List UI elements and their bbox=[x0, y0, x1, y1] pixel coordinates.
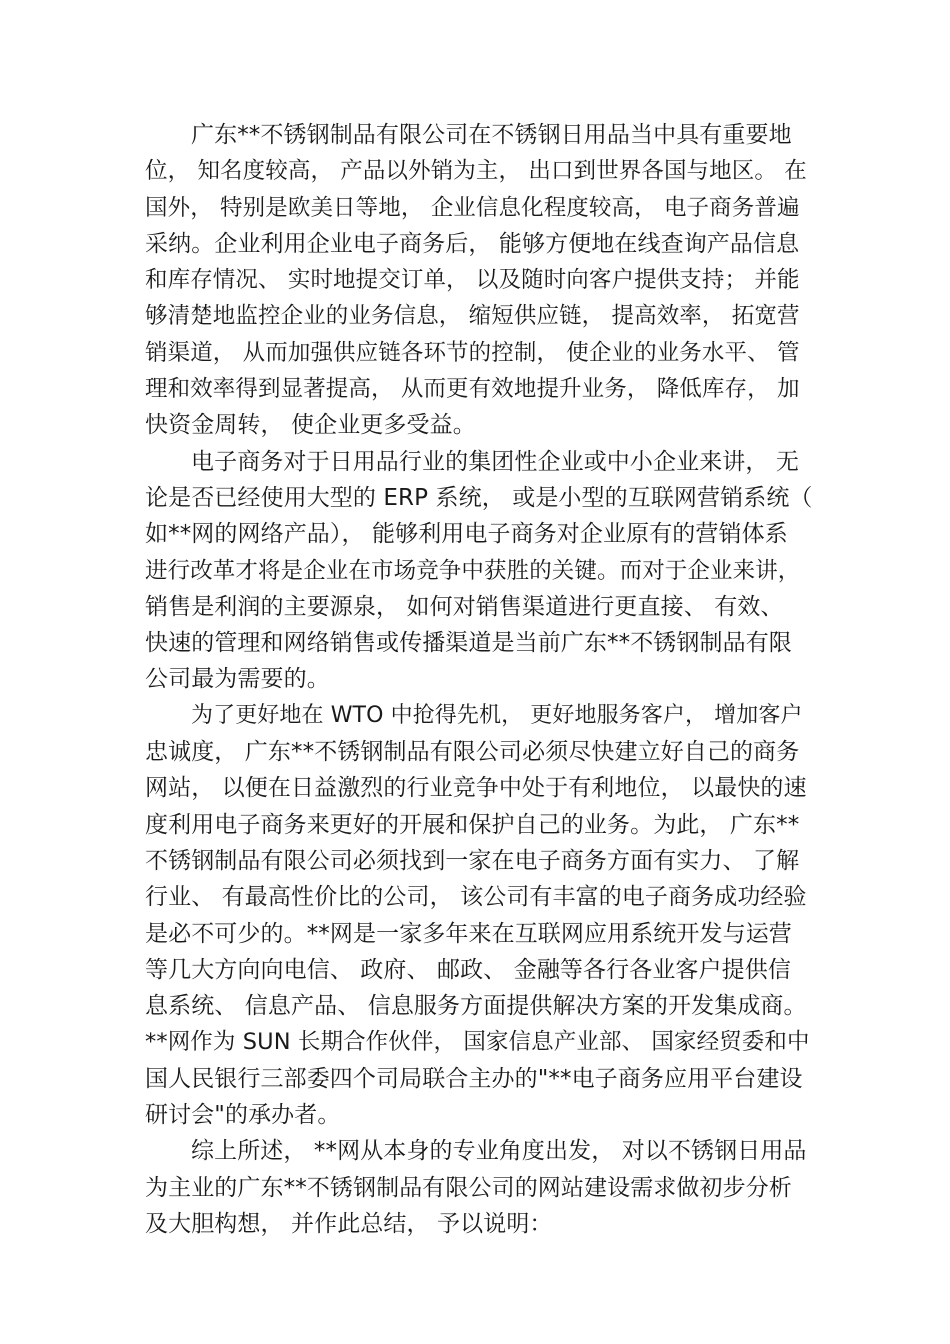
text-line: 为主业的广东**不锈钢制品有限公司的网站建设需求做初步分析 bbox=[145, 1174, 792, 1201]
text-line: 研讨会"的承办者。 bbox=[145, 1102, 341, 1129]
text-line: 综上所述， **网从本身的专业角度出发， 对以不锈钢日用品 bbox=[191, 1138, 807, 1165]
paragraph-4 bbox=[145, 1133, 813, 1242]
text-line: 广东**不锈钢制品有限公司在不锈钢日用品当中具有重要地 bbox=[191, 122, 792, 148]
text-line: 电子商务对于日用品行业的集团性企业或中小企业来讲， 无 bbox=[191, 448, 800, 475]
text-line: 及大胆构想， 并作此总结， 予以说明： bbox=[145, 1210, 553, 1237]
text-line: 国人民银行三部委四个司局联合主办的"**电子商务应用平台建设 bbox=[145, 1065, 803, 1092]
text-line: 不锈钢制品有限公司必须找到一家在电子商务方面有实力、 了解 bbox=[145, 847, 800, 874]
text-line: 国外， 特别是欧美日等地， 企业信息化程度较高， 电子商务普遍 bbox=[145, 194, 800, 221]
text-line: 销渠道， 从而加强供应链各环节的控制， 使企业的业务水平、 管 bbox=[145, 339, 800, 366]
text-line: 为了更好地在 WTO 中抢得先机， 更好地服务客户， 增加客户 bbox=[191, 702, 803, 728]
text-line: 快速的管理和网络销售或传播渠道是当前广东**不锈钢制品有限 bbox=[145, 630, 792, 657]
paragraph-3 bbox=[145, 698, 813, 1134]
paragraph-2 bbox=[145, 444, 813, 698]
text-line: 度利用电子商务来更好的开展和保护自己的业务。为此， 广东** bbox=[145, 811, 800, 838]
text-line: 位， 知名度较高， 产品以外销为主， 出口到世界各国与地区。 在 bbox=[145, 158, 807, 185]
text-line: 采纳。企业利用企业电子商务后， 能够方便地在线查询产品信息 bbox=[145, 230, 800, 257]
text-line: 忠诚度， 广东**不锈钢制品有限公司必须尽快建立好自己的商务 bbox=[145, 739, 800, 766]
text-line: 和库存情况、 实时地提交订单， 以及随时向客户提供支持； 并能 bbox=[145, 267, 800, 294]
paragraph-1 bbox=[145, 117, 813, 444]
text-line: 等几大方向向电信、 政府、 邮政、 金融等各行各业客户提供信 bbox=[145, 956, 791, 983]
text-line: 进行改革才将是企业在市场竞争中获胜的关键。而对于企业来讲， bbox=[145, 557, 801, 584]
text-line: 息系统、 信息产品、 信息服务方面提供解决方案的开发集成商。 bbox=[145, 993, 807, 1020]
text-line: **网作为 SUN 长期合作伙伴， 国家信息产业部、 国家经贸委和中 bbox=[145, 1029, 810, 1056]
text-line: 行业、 有最高性价比的公司， 该公司有丰富的电子商务成功经验 bbox=[145, 884, 807, 911]
text-line: 论是否已经使用大型的 ERP 系统， 或是小型的互联网营销系统（ bbox=[145, 484, 813, 511]
text-line: 如**网的网络产品）， 能够利用电子商务对企业原有的营销体系 bbox=[145, 521, 788, 548]
text-line: 公司最为需要的。 bbox=[145, 666, 330, 693]
text-line: 理和效率得到显著提高， 从而更有效地提升业务， 降低库存， 加 bbox=[145, 376, 800, 403]
text-line: 够清楚地监控企业的业务信息， 缩短供应链， 提高效率， 拓宽营 bbox=[145, 303, 800, 330]
text-line: 网站， 以便在日益激烈的行业竞争中处于有利地位， 以最快的速 bbox=[145, 775, 807, 802]
text-line: 销售是利润的主要源泉， 如何对销售渠道进行更直接、 有效、 bbox=[145, 593, 784, 620]
text-line: 是必不可少的。**网是一家多年来在互联网应用系统开发与运营 bbox=[145, 920, 792, 947]
document-body bbox=[145, 117, 813, 1242]
text-line: 快资金周转， 使企业更多受益。 bbox=[145, 412, 476, 439]
